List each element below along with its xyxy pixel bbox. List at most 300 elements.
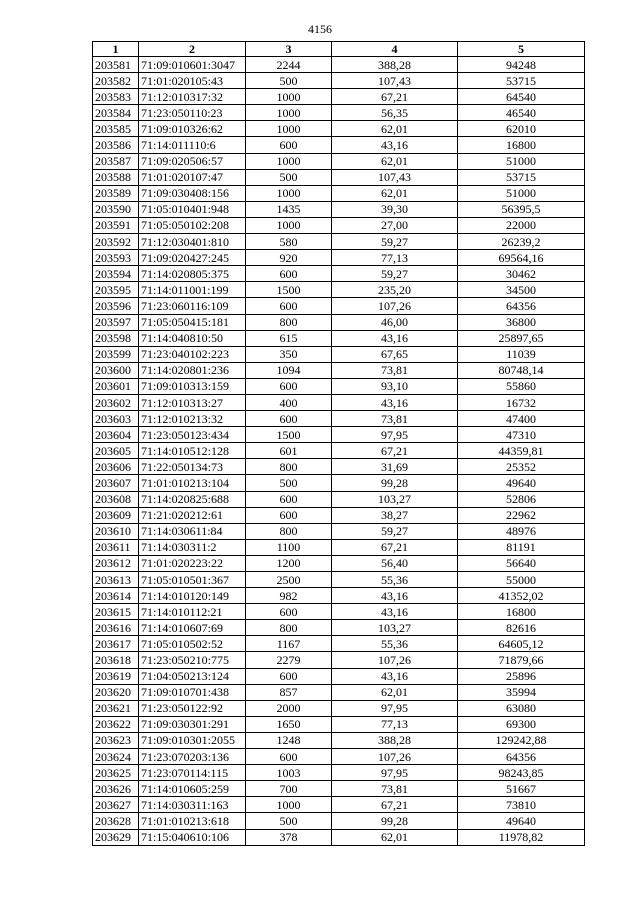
area-cell: 2279 (246, 652, 332, 668)
area-cell: 400 (246, 394, 332, 410)
row-number-cell: 203581 (93, 57, 139, 73)
row-number-cell: 203591 (93, 217, 139, 233)
value-cell: 47400 (458, 411, 585, 427)
table-row (93, 121, 585, 137)
value-cell: 44359,81 (458, 443, 585, 459)
value-cell: 51000 (458, 153, 585, 169)
column-header-4: 4 (332, 42, 458, 57)
rate-cell: 73,81 (332, 781, 458, 797)
row-number-cell: 203585 (93, 121, 139, 137)
rate-cell: 43,16 (332, 394, 458, 410)
table-body (93, 57, 585, 846)
table-row (93, 217, 585, 233)
area-cell: 700 (246, 781, 332, 797)
rate-cell: 388,28 (332, 57, 458, 73)
row-number-cell: 203627 (93, 797, 139, 813)
table-row (93, 57, 585, 73)
rate-cell: 59,27 (332, 523, 458, 539)
table-row (93, 829, 585, 845)
cadastral-number-cell: 71:14:020801:236 (139, 362, 246, 378)
area-cell: 800 (246, 459, 332, 475)
cadastral-number-cell: 71:22:050134:73 (139, 459, 246, 475)
table-row (93, 620, 585, 636)
rate-cell: 56,35 (332, 105, 458, 121)
area-cell: 1100 (246, 539, 332, 555)
cadastral-number-cell: 71:14:010120:149 (139, 588, 246, 604)
value-cell: 22000 (458, 217, 585, 233)
area-cell: 1167 (246, 636, 332, 652)
value-cell: 36800 (458, 314, 585, 330)
cadastral-number-cell: 71:05:050415:181 (139, 314, 246, 330)
value-cell: 82616 (458, 620, 585, 636)
row-number-cell: 203597 (93, 314, 139, 330)
cadastral-number-cell: 71:01:020107:47 (139, 169, 246, 185)
rate-cell: 43,16 (332, 588, 458, 604)
area-cell: 1500 (246, 282, 332, 298)
cadastral-number-cell: 71:14:020805:375 (139, 266, 246, 282)
row-number-cell: 203626 (93, 781, 139, 797)
area-cell: 1500 (246, 427, 332, 443)
row-number-cell: 203621 (93, 700, 139, 716)
value-cell: 48976 (458, 523, 585, 539)
area-cell: 800 (246, 620, 332, 636)
cadastral-number-cell: 71:04:050213:124 (139, 668, 246, 684)
rate-cell: 107,26 (332, 652, 458, 668)
cadastral-number-cell: 71:21:020212:61 (139, 507, 246, 523)
table-row (93, 169, 585, 185)
rate-cell: 43,16 (332, 668, 458, 684)
table-row (93, 555, 585, 571)
rate-cell: 388,28 (332, 732, 458, 748)
value-cell: 49640 (458, 813, 585, 829)
table-row (93, 523, 585, 539)
rate-cell: 77,13 (332, 716, 458, 732)
area-cell: 1650 (246, 716, 332, 732)
table-row (93, 298, 585, 314)
row-number-cell: 203605 (93, 443, 139, 459)
rate-cell: 67,21 (332, 797, 458, 813)
rate-cell: 93,10 (332, 378, 458, 394)
rate-cell: 67,21 (332, 443, 458, 459)
rate-cell: 59,27 (332, 266, 458, 282)
table-header-row (93, 42, 585, 57)
table-row (93, 378, 585, 394)
table-row (93, 588, 585, 604)
cadastral-number-cell: 71:23:070114:115 (139, 765, 246, 781)
cadastral-number-cell: 71:09:020427:245 (139, 250, 246, 266)
table-row (93, 362, 585, 378)
row-number-cell: 203586 (93, 137, 139, 153)
cadastral-number-cell: 71:14:020825:688 (139, 491, 246, 507)
area-cell: 1248 (246, 732, 332, 748)
area-cell: 1000 (246, 153, 332, 169)
cadastral-number-cell: 71:23:050210:775 (139, 652, 246, 668)
table-row (93, 346, 585, 362)
area-cell: 1200 (246, 555, 332, 571)
cadastral-number-cell: 71:14:010512:128 (139, 443, 246, 459)
area-cell: 600 (246, 411, 332, 427)
value-cell: 16732 (458, 394, 585, 410)
cadastral-number-cell: 71:23:050110:23 (139, 105, 246, 121)
table-row (93, 684, 585, 700)
rate-cell: 43,16 (332, 604, 458, 620)
row-number-cell: 203600 (93, 362, 139, 378)
row-number-cell: 203614 (93, 588, 139, 604)
value-cell: 71879,66 (458, 652, 585, 668)
row-number-cell: 203618 (93, 652, 139, 668)
value-cell: 25352 (458, 459, 585, 475)
area-cell: 1000 (246, 797, 332, 813)
table-row (93, 427, 585, 443)
row-number-cell: 203592 (93, 234, 139, 250)
rate-cell: 97,95 (332, 765, 458, 781)
value-cell: 55000 (458, 572, 585, 588)
rate-cell: 97,95 (332, 427, 458, 443)
cadastral-number-cell: 71:05:010401:948 (139, 201, 246, 217)
rate-cell: 67,21 (332, 89, 458, 105)
area-cell: 600 (246, 137, 332, 153)
row-number-cell: 203612 (93, 555, 139, 571)
cadastral-number-cell: 71:01:020223:22 (139, 555, 246, 571)
table-row (93, 491, 585, 507)
rate-cell: 62,01 (332, 684, 458, 700)
area-cell: 1000 (246, 217, 332, 233)
rate-cell: 62,01 (332, 153, 458, 169)
row-number-cell: 203594 (93, 266, 139, 282)
value-cell: 51667 (458, 781, 585, 797)
value-cell: 56395,5 (458, 201, 585, 217)
table-row (93, 250, 585, 266)
cadastral-number-cell: 71:14:030311:2 (139, 539, 246, 555)
value-cell: 69564,16 (458, 250, 585, 266)
row-number-cell: 203625 (93, 765, 139, 781)
cadastral-number-cell: 71:23:040102:223 (139, 346, 246, 362)
area-cell: 1000 (246, 89, 332, 105)
area-cell: 800 (246, 314, 332, 330)
area-cell: 800 (246, 523, 332, 539)
area-cell: 920 (246, 250, 332, 266)
row-number-cell: 203598 (93, 330, 139, 346)
column-header-1: 1 (93, 42, 139, 57)
row-number-cell: 203596 (93, 298, 139, 314)
row-number-cell: 203628 (93, 813, 139, 829)
cadastral-number-cell: 71:09:030408:156 (139, 185, 246, 201)
value-cell: 62010 (458, 121, 585, 137)
row-number-cell: 203602 (93, 394, 139, 410)
rate-cell: 67,21 (332, 539, 458, 555)
cadastral-number-cell: 71:14:030311:163 (139, 797, 246, 813)
rate-cell: 38,27 (332, 507, 458, 523)
row-number-cell: 203588 (93, 169, 139, 185)
area-cell: 600 (246, 604, 332, 620)
row-number-cell: 203615 (93, 604, 139, 620)
value-cell: 73810 (458, 797, 585, 813)
value-cell: 22962 (458, 507, 585, 523)
cadastral-number-cell: 71:14:011001:199 (139, 282, 246, 298)
value-cell: 16800 (458, 604, 585, 620)
row-number-cell: 203599 (93, 346, 139, 362)
area-cell: 600 (246, 491, 332, 507)
table-row (93, 282, 585, 298)
row-number-cell: 203617 (93, 636, 139, 652)
cadastral-number-cell: 71:23:050123:434 (139, 427, 246, 443)
cadastral-number-cell: 71:14:040810:50 (139, 330, 246, 346)
column-header-5: 5 (458, 42, 585, 57)
table-row (93, 314, 585, 330)
page-number: 4156 (308, 22, 332, 36)
value-cell: 129242,88 (458, 732, 585, 748)
cadastral-number-cell: 71:14:010605:259 (139, 781, 246, 797)
table-row (93, 185, 585, 201)
row-number-cell: 203608 (93, 491, 139, 507)
cadastral-number-cell: 71:09:020506:57 (139, 153, 246, 169)
cadastral-number-cell: 71:05:010502:52 (139, 636, 246, 652)
rate-cell: 99,28 (332, 813, 458, 829)
cadastral-number-cell: 71:01:010213:618 (139, 813, 246, 829)
rate-cell: 62,01 (332, 121, 458, 137)
value-cell: 63080 (458, 700, 585, 716)
row-number-cell: 203582 (93, 73, 139, 89)
rate-cell: 67,65 (332, 346, 458, 362)
table-row (93, 749, 585, 765)
row-number-cell: 203601 (93, 378, 139, 394)
value-cell: 11039 (458, 346, 585, 362)
row-number-cell: 203613 (93, 572, 139, 588)
rate-cell: 73,81 (332, 411, 458, 427)
value-cell: 69300 (458, 716, 585, 732)
area-cell: 982 (246, 588, 332, 604)
row-number-cell: 203629 (93, 829, 139, 845)
cadastral-number-cell: 71:09:010301:2055 (139, 732, 246, 748)
rate-cell: 62,01 (332, 185, 458, 201)
value-cell: 56640 (458, 555, 585, 571)
rate-cell: 55,36 (332, 572, 458, 588)
area-cell: 600 (246, 378, 332, 394)
table-row (93, 459, 585, 475)
cadastral-number-cell: 71:14:011110:6 (139, 137, 246, 153)
rate-cell: 39,30 (332, 201, 458, 217)
area-cell: 2244 (246, 57, 332, 73)
value-cell: 25897,65 (458, 330, 585, 346)
value-cell: 64356 (458, 749, 585, 765)
value-cell: 53715 (458, 73, 585, 89)
table-row (93, 105, 585, 121)
area-cell: 600 (246, 507, 332, 523)
row-number-cell: 203584 (93, 105, 139, 121)
area-cell: 1094 (246, 362, 332, 378)
rate-cell: 27,00 (332, 217, 458, 233)
cadastral-number-cell: 71:05:050102:208 (139, 217, 246, 233)
value-cell: 52806 (458, 491, 585, 507)
table-row (93, 443, 585, 459)
cadastral-number-cell: 71:14:010607:69 (139, 620, 246, 636)
table-row (93, 137, 585, 153)
area-cell: 500 (246, 73, 332, 89)
area-cell: 580 (246, 234, 332, 250)
area-cell: 2000 (246, 700, 332, 716)
area-cell: 600 (246, 668, 332, 684)
value-cell: 26239,2 (458, 234, 585, 250)
cadastral-number-cell: 71:23:050122:92 (139, 700, 246, 716)
row-number-cell: 203595 (93, 282, 139, 298)
rate-cell: 55,36 (332, 636, 458, 652)
table-row (93, 89, 585, 105)
rate-cell: 99,28 (332, 475, 458, 491)
row-number-cell: 203610 (93, 523, 139, 539)
cadastral-number-cell: 71:09:010701:438 (139, 684, 246, 700)
data-table (92, 41, 585, 846)
rate-cell: 73,81 (332, 362, 458, 378)
table-row (93, 475, 585, 491)
cadastral-number-cell: 71:09:010601:3047 (139, 57, 246, 73)
rate-cell: 62,01 (332, 829, 458, 845)
value-cell: 49640 (458, 475, 585, 491)
cadastral-number-cell: 71:12:010213:32 (139, 411, 246, 427)
table-row (93, 411, 585, 427)
row-number-cell: 203623 (93, 732, 139, 748)
table-row (93, 765, 585, 781)
value-cell: 35994 (458, 684, 585, 700)
value-cell: 64356 (458, 298, 585, 314)
value-cell: 64540 (458, 89, 585, 105)
value-cell: 25896 (458, 668, 585, 684)
area-cell: 600 (246, 749, 332, 765)
table-row (93, 700, 585, 716)
table-row (93, 330, 585, 346)
value-cell: 47310 (458, 427, 585, 443)
value-cell: 53715 (458, 169, 585, 185)
rate-cell: 56,40 (332, 555, 458, 571)
value-cell: 51000 (458, 185, 585, 201)
table-row (93, 507, 585, 523)
area-cell: 1003 (246, 765, 332, 781)
row-number-cell: 203590 (93, 201, 139, 217)
table-row (93, 813, 585, 829)
value-cell: 34500 (458, 282, 585, 298)
table-row (93, 266, 585, 282)
cadastral-number-cell: 71:12:010313:27 (139, 394, 246, 410)
rate-cell: 43,16 (332, 137, 458, 153)
rate-cell: 235,20 (332, 282, 458, 298)
cadastral-number-cell: 71:09:010313:159 (139, 378, 246, 394)
value-cell: 16800 (458, 137, 585, 153)
row-number-cell: 203603 (93, 411, 139, 427)
rate-cell: 59,27 (332, 234, 458, 250)
row-number-cell: 203611 (93, 539, 139, 555)
rate-cell: 107,43 (332, 169, 458, 185)
row-number-cell: 203609 (93, 507, 139, 523)
table-row (93, 781, 585, 797)
row-number-cell: 203583 (93, 89, 139, 105)
rate-cell: 107,26 (332, 298, 458, 314)
area-cell: 2500 (246, 572, 332, 588)
table-row (93, 797, 585, 813)
rate-cell: 77,13 (332, 250, 458, 266)
cadastral-number-cell: 71:09:030301:291 (139, 716, 246, 732)
table-row (93, 732, 585, 748)
value-cell: 55860 (458, 378, 585, 394)
area-cell: 350 (246, 346, 332, 362)
row-number-cell: 203604 (93, 427, 139, 443)
area-cell: 857 (246, 684, 332, 700)
row-number-cell: 203589 (93, 185, 139, 201)
rate-cell: 31,69 (332, 459, 458, 475)
value-cell: 11978,82 (458, 829, 585, 845)
value-cell: 98243,85 (458, 765, 585, 781)
table-row (93, 716, 585, 732)
rate-cell: 103,27 (332, 491, 458, 507)
area-cell: 378 (246, 829, 332, 845)
rate-cell: 103,27 (332, 620, 458, 636)
area-cell: 1000 (246, 121, 332, 137)
table-row (93, 604, 585, 620)
area-cell: 500 (246, 813, 332, 829)
column-header-3: 3 (246, 42, 332, 57)
row-number-cell: 203593 (93, 250, 139, 266)
area-cell: 1000 (246, 105, 332, 121)
cadastral-number-cell: 71:14:010112:21 (139, 604, 246, 620)
value-cell: 46540 (458, 105, 585, 121)
row-number-cell: 203587 (93, 153, 139, 169)
row-number-cell: 203606 (93, 459, 139, 475)
cadastral-number-cell: 71:01:010213:104 (139, 475, 246, 491)
area-cell: 500 (246, 475, 332, 491)
table-row (93, 201, 585, 217)
table-row (93, 652, 585, 668)
table-row (93, 394, 585, 410)
area-cell: 500 (246, 169, 332, 185)
rate-cell: 46,00 (332, 314, 458, 330)
table-row (93, 153, 585, 169)
area-cell: 1435 (246, 201, 332, 217)
area-cell: 1000 (246, 185, 332, 201)
rate-cell: 107,26 (332, 749, 458, 765)
row-number-cell: 203607 (93, 475, 139, 491)
row-number-cell: 203620 (93, 684, 139, 700)
rate-cell: 43,16 (332, 330, 458, 346)
cadastral-number-cell: 71:05:010501:367 (139, 572, 246, 588)
table-row (93, 73, 585, 89)
cadastral-number-cell: 71:23:070203:136 (139, 749, 246, 765)
cadastral-number-cell: 71:12:030401:810 (139, 234, 246, 250)
area-cell: 615 (246, 330, 332, 346)
row-number-cell: 203624 (93, 749, 139, 765)
rate-cell: 97,95 (332, 700, 458, 716)
value-cell: 94248 (458, 57, 585, 73)
table-row (93, 572, 585, 588)
table-row (93, 636, 585, 652)
table-row (93, 234, 585, 250)
cadastral-number-cell: 71:14:030611:84 (139, 523, 246, 539)
table-row (93, 539, 585, 555)
value-cell: 64605,12 (458, 636, 585, 652)
row-number-cell: 203619 (93, 668, 139, 684)
value-cell: 81191 (458, 539, 585, 555)
table-row (93, 668, 585, 684)
cadastral-number-cell: 71:09:010326:62 (139, 121, 246, 137)
area-cell: 601 (246, 443, 332, 459)
value-cell: 30462 (458, 266, 585, 282)
cadastral-number-cell: 71:12:010317:32 (139, 89, 246, 105)
value-cell: 80748,14 (458, 362, 585, 378)
row-number-cell: 203622 (93, 716, 139, 732)
cadastral-number-cell: 71:01:020105:43 (139, 73, 246, 89)
cadastral-number-cell: 71:15:040610:106 (139, 829, 246, 845)
column-header-2: 2 (139, 42, 246, 57)
row-number-cell: 203616 (93, 620, 139, 636)
cadastral-number-cell: 71:23:060116:109 (139, 298, 246, 314)
value-cell: 41352,02 (458, 588, 585, 604)
